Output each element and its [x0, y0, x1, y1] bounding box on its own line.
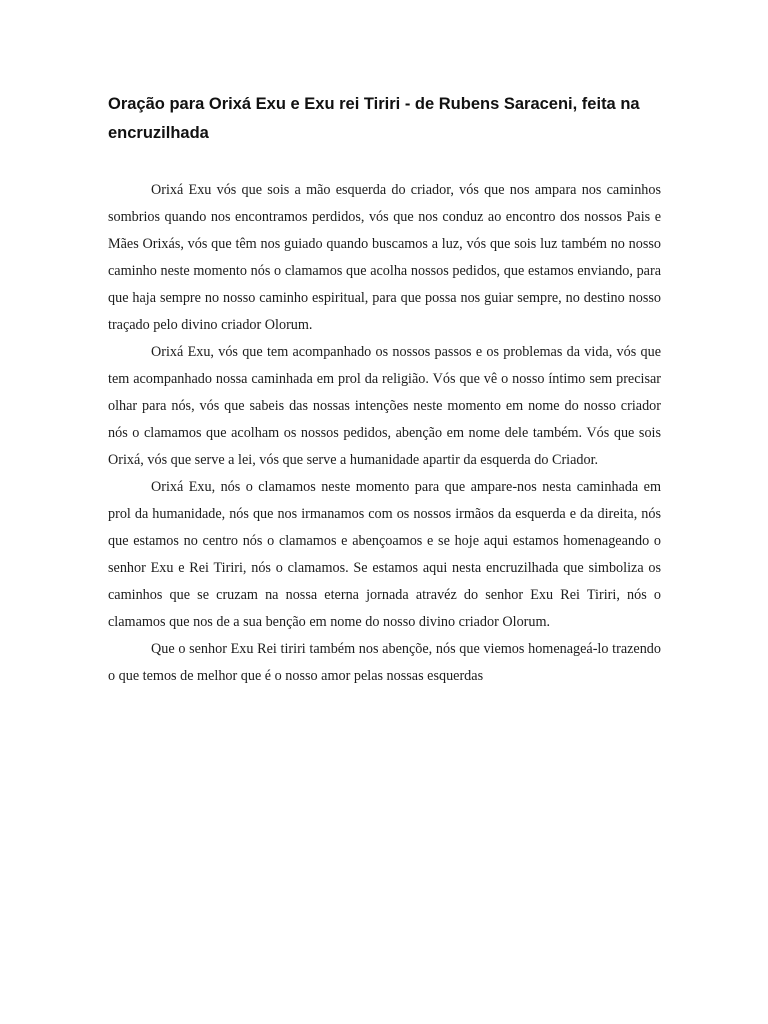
document-body [108, 177, 661, 690]
paragraph: Orixá Exu, vós que tem acompanhado os nossos passos e os problemas da vida, vós que tem acompanhado nossa caminhada em prol da religião. Vós que vê o nosso íntimo sem precisar olhar para nós, vós que sabeis das nossas intenções neste momento em nome do nosso criador nós o clamamos que acolham os nossos pedidos, abenção em nome dele também. Vós que sois Orixá, vós que serve a lei, vós que serve a humanidade apartir da esquerda do Criador. [108, 344, 661, 468]
paragraph: Orixá Exu vós que sois a mão esquerda do criador, vós que nos ampara nos caminhos sombrios quando nos encontramos perdidos, vós que nos conduz ao encontro dos nossos Pais e Mães Orixás, vós que têm nos guiado quando buscamos a luz, vós que sois luz também no nosso caminho neste momento nós o clamamos que acolha nossos pedidos, que estamos enviando, para que haja sempre no nosso caminho espiritual, para que possa nos guiar sempre, no destino nosso traçado pelo divino criador Olorum. [108, 182, 661, 333]
paragraph: Orixá Exu, nós o clamamos neste momento para que ampare-nos nesta caminhada em prol da humanidade, nós que nos irmanamos com os nossos irmãos da esquerda e da direita, nós que estamos no centro nós o clamamos e abençoamos e se hoje aqui estamos homenageando o senhor Exu e Rei Tiriri, nós o clamamos. Se estamos aqui nesta encruzilhada que simboliza os caminhos que se cruzam na nossa eterna jornada atravéz do senhor Exu Rei Tiriri, nós o clamamos que nos de a sua benção em nome do nosso divino criador Olorum. [108, 479, 661, 630]
document-title: Oração para Orixá Exu e Exu rei Tiriri - de Rubens Saraceni, feita na encruzilhada [108, 95, 640, 142]
paragraph: Que o senhor Exu Rei tiriri também nos abençõe, nós que viemos homenageá-lo trazendo o que temos de melhor que é o nosso amor pelas nossas esquerdas [108, 641, 661, 684]
